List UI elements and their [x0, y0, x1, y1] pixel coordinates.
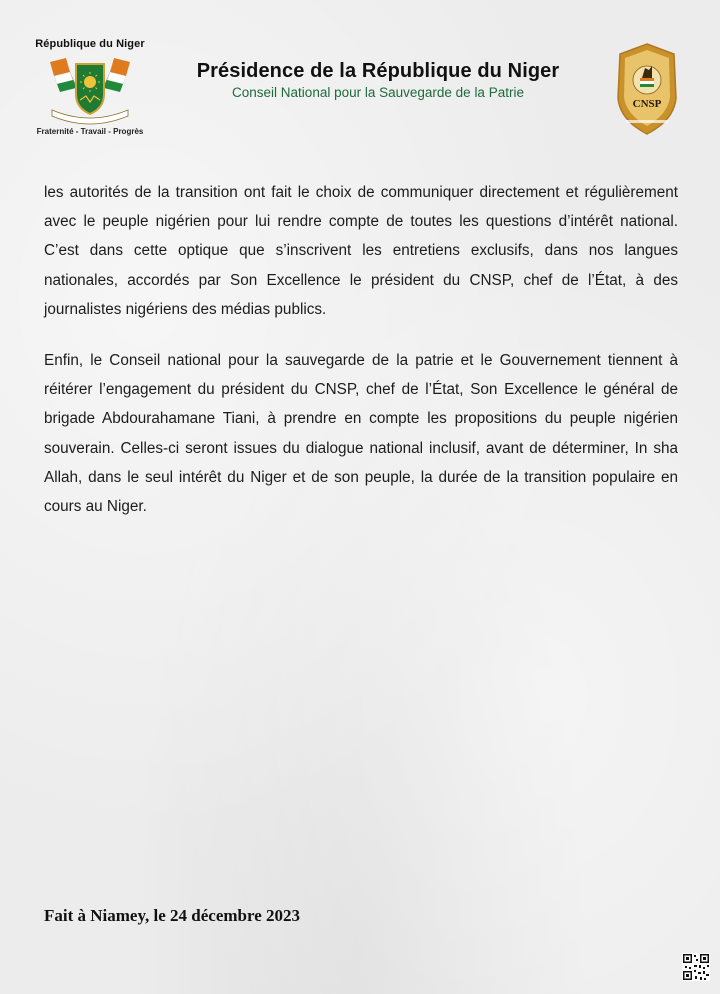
coat-of-arms-icon — [42, 52, 138, 126]
signoff-date: Fait à Niamey, le 24 décembre 2023 — [44, 906, 301, 925]
body-paragraph-2: Enfin, le Conseil national pour la sauvegarde de la patrie et le Gouvernement tiennent à réitérer l’engagement du président du CNSP, chef de l’État, Son Excellence le général de brigade Abdourahamane Tiani, à prendre en compte les propositions du peuple nigérien souverain. Celles-ci seront issues du dialogue national inclusif, avant de déterminer, In sha Allah, dans le seul intérêt du Niger et de son peuple, la durée de la transition populaire en cours au Niger. — [44, 352, 678, 516]
page-title: Présidence de la République du Niger — [196, 60, 560, 82]
national-motto: Fraternité - Travail - Progrès — [36, 127, 144, 136]
page-subtitle: Conseil National pour la Sauvegarde de la Patrie — [232, 85, 524, 100]
qr-code-icon — [682, 953, 710, 981]
body-paragraph-1: les autorités de la transition ont fait le choix de communiquer directement et régulièrement avec le peuple nigérien pour lui rendre compte de toutes les questions d’intérêt national. C’est dans cette optique que s’inscrivent les entretiens exclusifs, dans nos langues nationales, accordés par Son Excellence le président du CNSP, chef de l’État, à des journalistes nigériens des médias publics. — [44, 184, 678, 318]
document-header — [0, 0, 720, 150]
document-body — [44, 178, 678, 543]
title-block — [172, 60, 584, 100]
country-name: République du Niger — [35, 38, 145, 50]
cnsp-logo-icon — [612, 42, 682, 136]
niger-coat-of-arms — [26, 38, 154, 136]
cnsp-logo-text: CNSP — [632, 98, 662, 110]
